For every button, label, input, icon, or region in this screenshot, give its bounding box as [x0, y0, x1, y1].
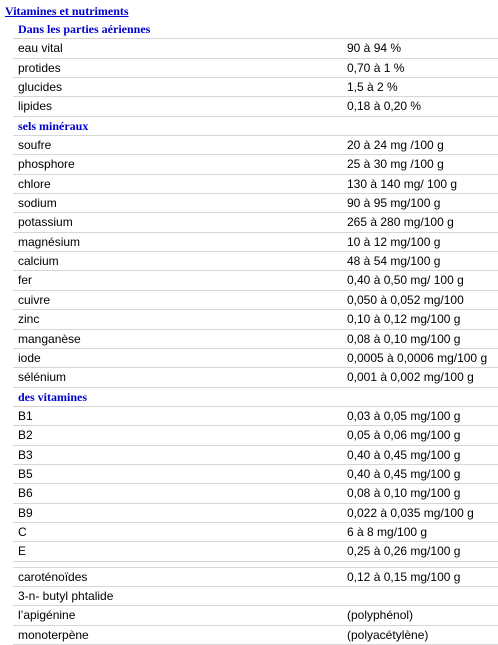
- table-row: [13, 213, 498, 232]
- nutrient-value: 0,12 à 0,15 mg/100 g: [347, 569, 461, 584]
- nutrient-name: sodium: [18, 196, 57, 211]
- table-row: [13, 59, 498, 78]
- nutrient-name: caroténoïdes: [18, 569, 88, 584]
- nutrient-name: B5: [18, 466, 33, 481]
- nutrient-name: phosphore: [18, 157, 75, 172]
- nutrient-name: B9: [18, 505, 33, 520]
- nutrient-value: 0,03 à 0,05 mg/100 g: [347, 408, 461, 423]
- nutrient-name: manganèse: [18, 331, 81, 346]
- nutrient-value: 265 à 280 mg/100 g: [347, 215, 454, 230]
- table-row: [13, 291, 498, 310]
- nutrient-value: (polyphénol): [347, 608, 414, 623]
- table-row: [13, 542, 498, 561]
- nutrient-name: eau vital: [18, 41, 63, 56]
- nutrient-value: 10 à 12 mg/100 g: [347, 234, 441, 249]
- table-row: [13, 39, 498, 58]
- nutrient-name: soufre: [18, 138, 52, 153]
- nutrient-name: zinc: [18, 312, 40, 327]
- nutrient-value: 0,40 à 0,45 mg/100 g: [347, 447, 461, 462]
- nutrient-value: 0,022 à 0,035 mg/100 g: [347, 505, 474, 520]
- table-row: [13, 136, 498, 155]
- nutrient-value: 0,70 à 1 %: [347, 60, 405, 75]
- table-row: [13, 568, 498, 587]
- table-row: [13, 330, 498, 349]
- nutrient-value: 20 à 24 mg /100 g: [347, 138, 444, 153]
- table-row: [13, 194, 498, 213]
- page-title[interactable]: Vitamines et nutriments: [5, 4, 129, 18]
- nutrient-value: 0,05 à 0,06 mg/100 g: [347, 428, 461, 443]
- section-header: [13, 117, 498, 136]
- table-row: [13, 368, 498, 387]
- nutrient-name: magnésium: [18, 234, 81, 249]
- nutrient-name: cuivre: [18, 292, 51, 307]
- nutrient-name: lipides: [18, 99, 53, 114]
- nutrient-value: (polyacétylène): [347, 627, 429, 642]
- nutrient-value: 0,08 à 0,10 mg/100 g: [347, 486, 461, 501]
- table-row: [13, 349, 498, 368]
- nutrient-name: glucides: [18, 80, 63, 95]
- table-row: [13, 407, 498, 426]
- nutrient-value: 0,001 à 0,002 mg/100 g: [347, 370, 474, 385]
- table-row: [13, 175, 498, 194]
- table-row: [13, 233, 498, 252]
- nutrient-value: 1,5 à 2 %: [347, 80, 398, 95]
- nutrient-name: monoterpène: [18, 627, 89, 642]
- table-row: [13, 606, 498, 625]
- section-header: [13, 20, 498, 39]
- nutrient-value: 0,0005 à 0,0006 mg/100 g: [347, 350, 488, 365]
- table-row: [13, 252, 498, 271]
- section-label: sels minéraux: [18, 118, 89, 133]
- nutrient-name: sélénium: [18, 370, 67, 385]
- nutrient-name: protides: [18, 60, 61, 75]
- section-header: [13, 388, 498, 407]
- nutrient-value: 6 à 8 mg/100 g: [347, 524, 428, 539]
- table-row: [13, 626, 498, 645]
- table-row: [13, 310, 498, 329]
- nutrient-name: fer: [18, 273, 33, 288]
- section-label: des vitamines: [18, 389, 87, 404]
- table-row: [13, 426, 498, 445]
- table-row: [13, 271, 498, 290]
- nutrient-name: l’apigénine: [18, 608, 76, 623]
- nutrient-value: 0,25 à 0,26 mg/100 g: [347, 544, 461, 559]
- nutrient-value: 0,18 à 0,20 %: [347, 99, 422, 114]
- nutrient-name: B2: [18, 428, 33, 443]
- nutrient-name: C: [18, 524, 27, 539]
- table-row: [13, 155, 498, 174]
- table-row: [13, 446, 498, 465]
- nutrient-value: 0,08 à 0,10 mg/100 g: [347, 331, 461, 346]
- nutrient-name: B1: [18, 408, 33, 423]
- nutrient-table: [13, 20, 498, 645]
- table-row: [13, 78, 498, 97]
- nutrient-value: 0,050 à 0,052 mg/100: [347, 292, 464, 307]
- nutrient-value: 90 à 95 mg/100 g: [347, 196, 441, 211]
- nutrient-name: B3: [18, 447, 33, 462]
- nutrient-name: calcium: [18, 254, 59, 269]
- nutrient-value: 48 à 54 mg/100 g: [347, 254, 441, 269]
- nutrient-value: 130 à 140 mg/ 100 g: [347, 176, 458, 191]
- nutrient-name: B6: [18, 486, 33, 501]
- nutrient-name: chlore: [18, 176, 51, 191]
- table-row: [13, 465, 498, 484]
- nutrient-name: 3-n- butyl phtalide: [18, 588, 114, 603]
- table-row: [13, 523, 498, 542]
- nutrient-value: 0,40 à 0,45 mg/100 g: [347, 466, 461, 481]
- nutrient-value: 0,10 à 0,12 mg/100 g: [347, 312, 461, 327]
- table-row: [13, 97, 498, 116]
- nutrient-name: potassium: [18, 215, 73, 230]
- nutrient-name: E: [18, 544, 27, 559]
- section-label: Dans les parties aériennes: [18, 22, 151, 36]
- nutrient-value: 0,40 à 0,50 mg/ 100 g: [347, 273, 464, 288]
- table-row: [13, 484, 498, 503]
- table-row: [13, 504, 498, 523]
- nutrient-value: 90 à 94 %: [347, 41, 402, 56]
- table-row: [13, 587, 498, 606]
- nutrient-name: iode: [18, 350, 41, 365]
- nutrient-value: 25 à 30 mg /100 g: [347, 157, 444, 172]
